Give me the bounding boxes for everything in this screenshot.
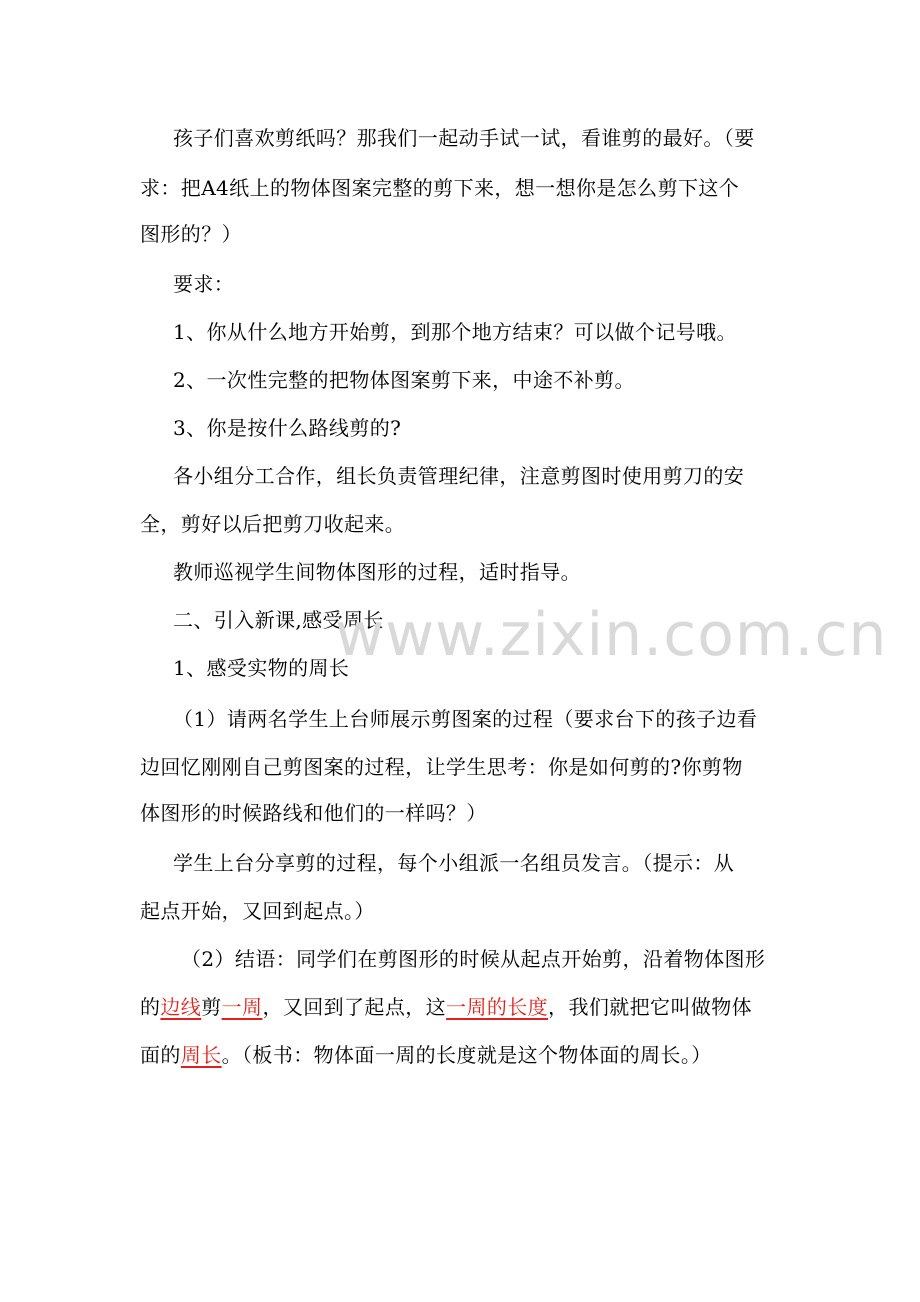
conclusion-line-1: （2）结语：同学们在剪图形的时候从起点开始剪，沿着物体图形 (181, 947, 766, 971)
sharing-line-1: 学生上台分享剪的过程，每个小组派一名组员发言。（提示：从 (173, 851, 735, 875)
paragraph-1-line-3: 图形的？） (140, 222, 242, 246)
conclusion-text: 剪 (201, 995, 222, 1019)
watermark: www.zixin.com.cn (335, 600, 888, 670)
step-1-line-3: 体图形的时候路线和他们的一样吗？） (140, 801, 487, 825)
requirements-heading: 要求： (173, 272, 235, 296)
subsection-heading: 1、感受实物的周长 (173, 656, 350, 680)
section-heading: 二、引入新课,感受周长 (173, 608, 384, 632)
conclusion-text: 。（板书：物体面一周的长度就是这个物体面的周长。） (221, 1043, 712, 1067)
requirement-item-1: 1、你从什么地方开始剪，到那个地方结束？可以做个记号哦。 (173, 320, 737, 344)
sharing-line-2: 起点开始，又回到起点。） (140, 899, 375, 923)
group-work-line-2: 全，剪好以后把剪刀收起来。 (140, 512, 406, 536)
step-1-line-1: （1）请两名学生上台师展示剪图案的过程（要求台下的孩子边看 (173, 707, 758, 731)
paragraph-1-line-1: 孩子们喜欢剪纸吗？那我们一起动手试一试，看谁剪的最好。（要 (173, 126, 755, 150)
keyword-perimeter: 周长 (180, 1043, 222, 1067)
keyword-one-round: 一周 (221, 995, 263, 1019)
conclusion-text: ，我们就把它叫做物体 (548, 995, 753, 1019)
conclusion-line-2 (0, 989, 920, 1025)
keyword-edge: 边线 (160, 995, 202, 1019)
conclusion-text: 的 (140, 995, 161, 1019)
step-1-line-2: 边回忆刚刚自己剪图案的过程，让学生思考：你是如何剪的?你剪物 (140, 755, 743, 779)
requirement-item-3: 3、你是按什么路线剪的? (173, 416, 402, 440)
conclusion-line-3 (0, 1037, 920, 1073)
conclusion-text: ，又回到了起点，这 (262, 995, 447, 1019)
conclusion-text: 面的 (140, 1043, 181, 1067)
group-work-line-1: 各小组分工合作，组长负责管理纪律，注意剪图时使用剪刀的安 (173, 464, 745, 488)
requirement-item-2: 2、一次性完整的把物体图案剪下来，中途不补剪。 (173, 368, 635, 392)
paragraph-1-line-2: 求：把A4纸上的物体图案完整的剪下来，想一想你是怎么剪下这个 (140, 176, 740, 200)
teacher-guidance: 教师巡视学生间物体图形的过程，适时指导。 (173, 560, 581, 584)
keyword-round-length: 一周的长度 (446, 995, 549, 1019)
